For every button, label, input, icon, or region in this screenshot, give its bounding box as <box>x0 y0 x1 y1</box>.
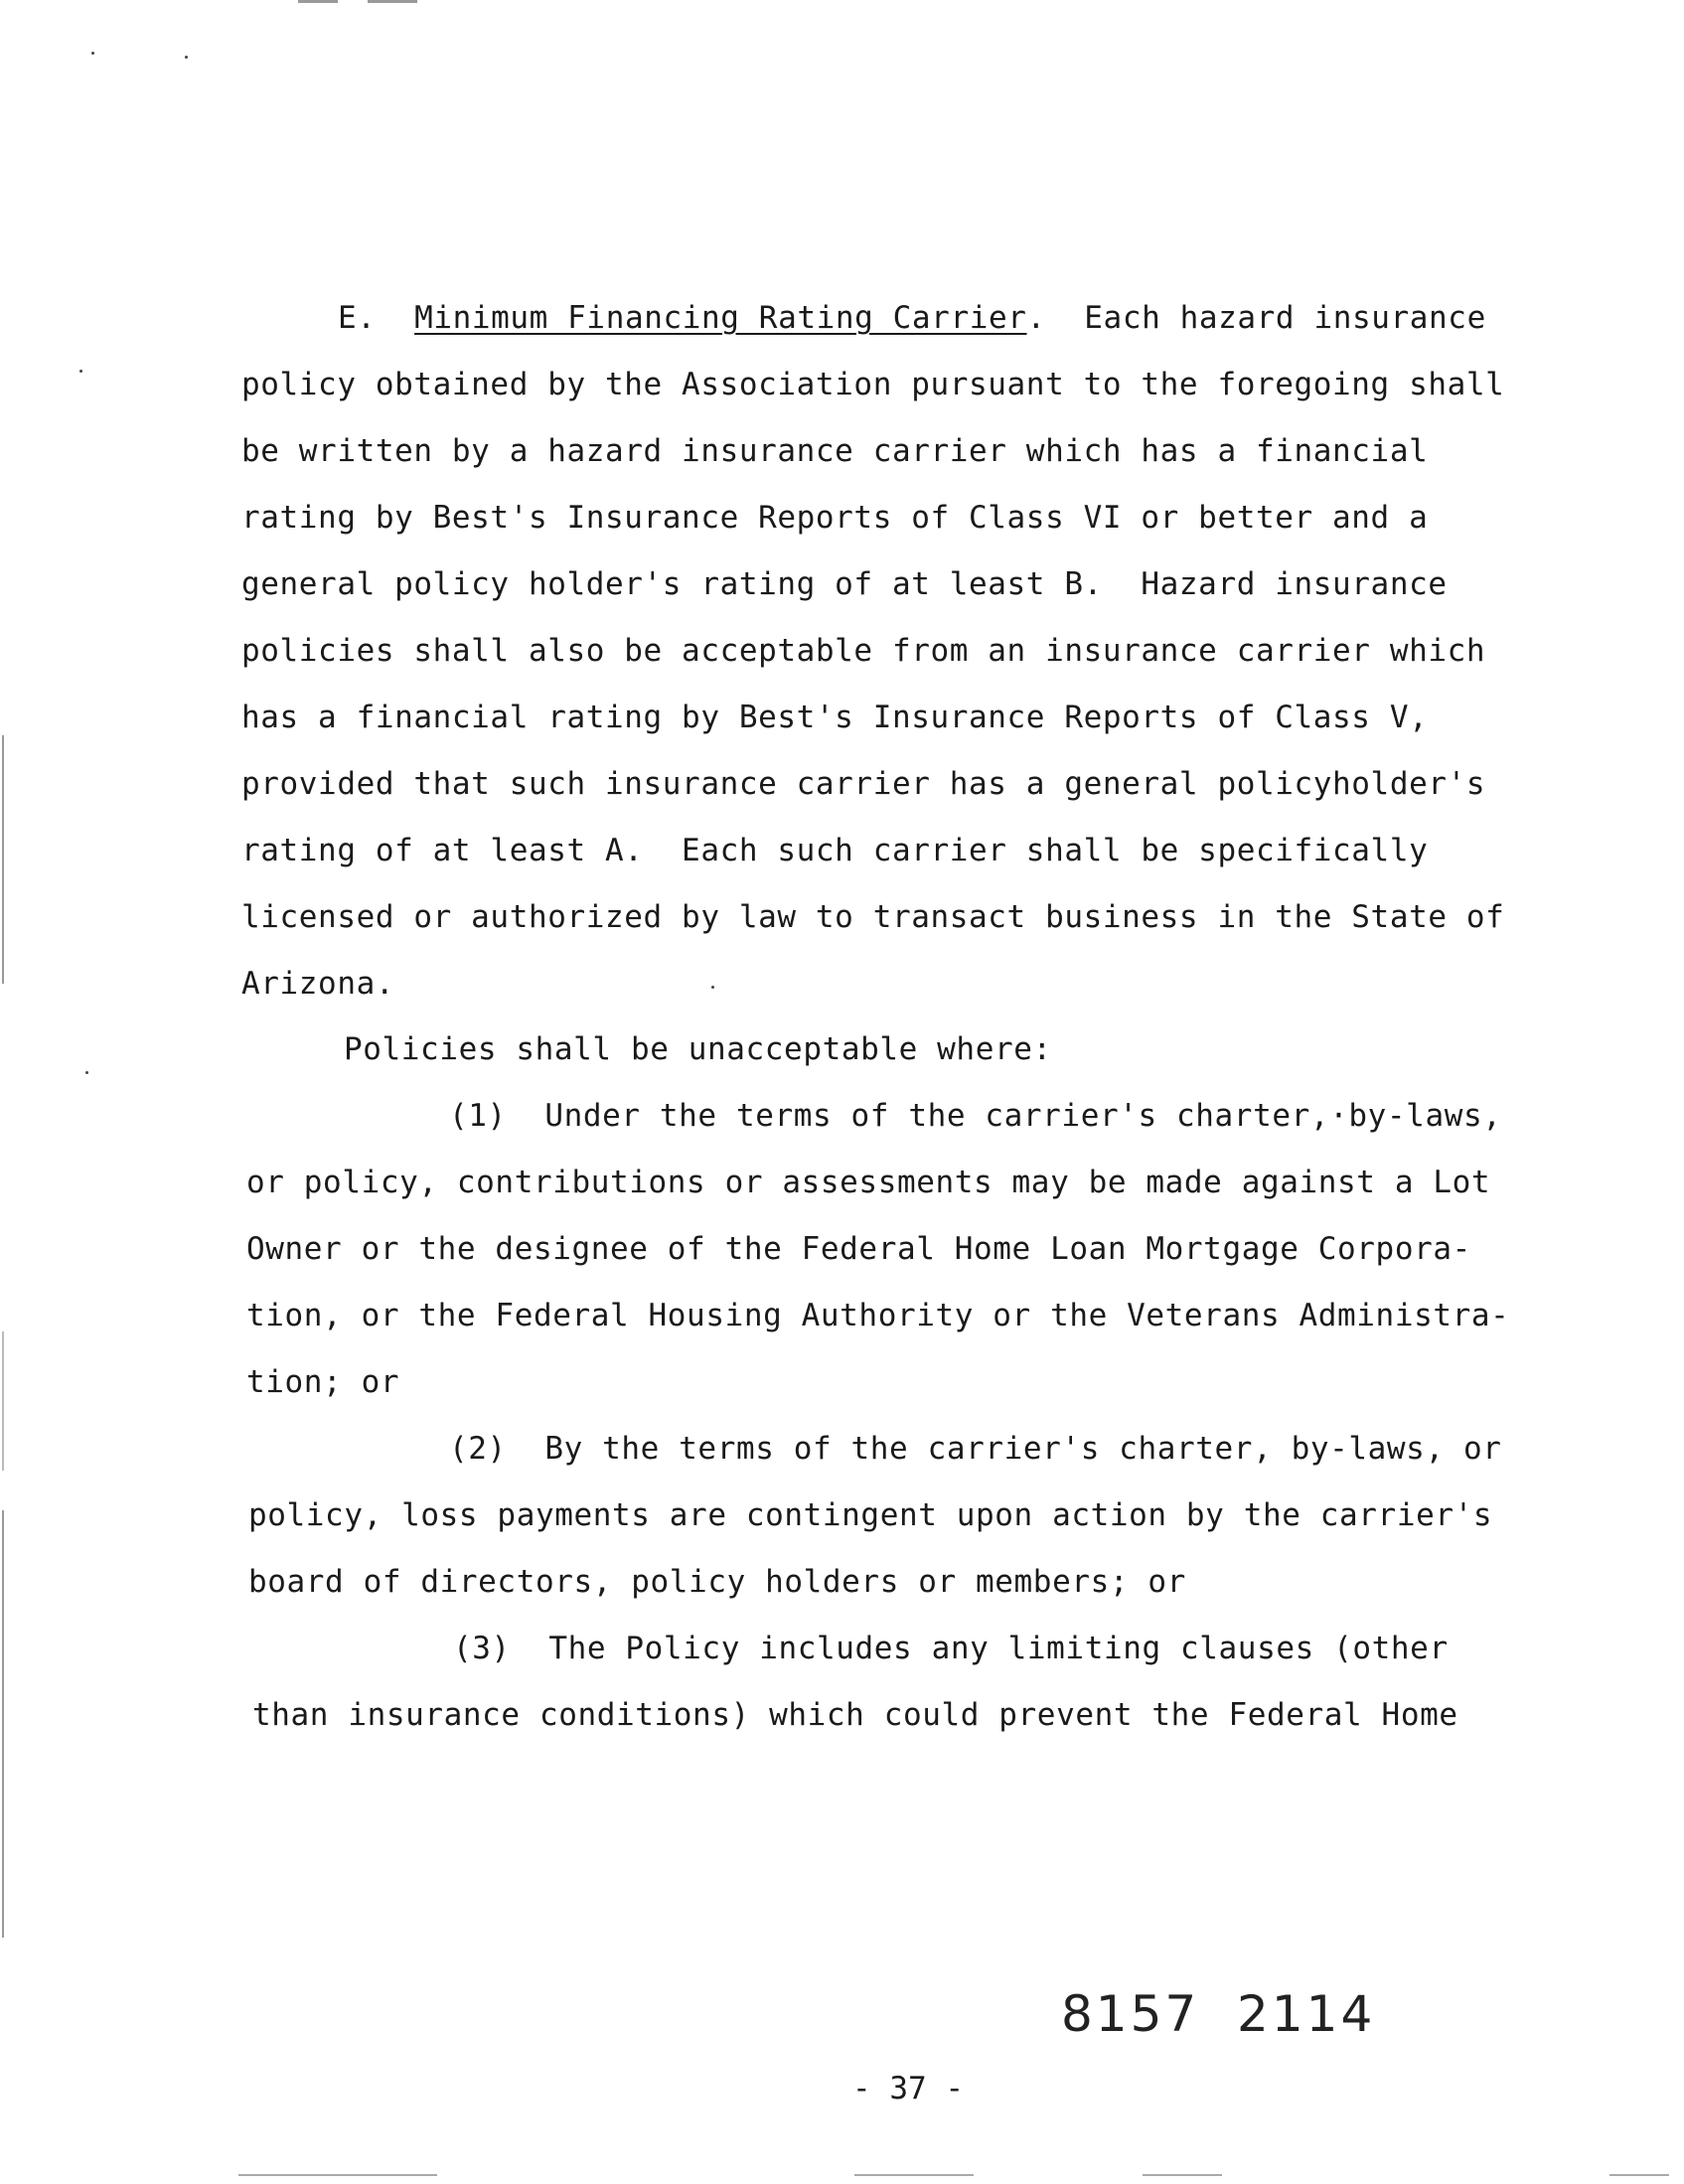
body-line: has a financial rating by Best's Insurance Reports of Class V, <box>241 700 1429 735</box>
scan-speck <box>85 1071 88 1074</box>
body-line: policy obtained by the Association pursuant to the foregoing shall <box>241 367 1505 402</box>
list-item-line: tion; or <box>246 1364 400 1400</box>
list-item-lead: (2) By the terms of the carrier's charter, by-laws, or <box>449 1431 1502 1467</box>
scan-artifact <box>1609 2174 1669 2176</box>
scan-margin-mark <box>2 1331 4 1471</box>
list-item-line: board of directors, policy holders or members; or <box>248 1564 1186 1600</box>
page-number: - 37 - <box>852 2071 964 2106</box>
body-line: licensed or authorized by law to transact business in the State of <box>241 899 1505 935</box>
scan-artifact <box>238 2174 437 2176</box>
scan-artifact <box>854 2174 974 2176</box>
body-line: policies shall also be acceptable from an insurance carrier which <box>241 633 1486 669</box>
list-item-line: than insurance conditions) which could prevent the Federal Home <box>252 1697 1458 1733</box>
section-heading-punct: . <box>1026 300 1046 336</box>
list-item-line: or policy, contributions or assessments may be made against a Lot <box>246 1165 1491 1200</box>
scan-margin-mark <box>2 735 4 984</box>
scan-artifact <box>298 0 338 3</box>
list-item-line: tion, or the Federal Housing Authority or the Veterans Administra- <box>246 1298 1510 1333</box>
list-item-lead: (3) The Policy includes any limiting clauses (other <box>453 1631 1449 1666</box>
section-heading-line <box>338 298 1486 338</box>
body-line: provided that such insurance carrier has a general policyholder's <box>241 766 1486 802</box>
list-item-line: Owner or the designee of the Federal Home Loan Mortgage Corpora- <box>246 1231 1471 1267</box>
unacceptable-intro: Policies shall be unacceptable where: <box>344 1031 1052 1067</box>
body-line: be written by a hazard insurance carrier which has a financial <box>241 433 1429 469</box>
list-item-line: policy, loss payments are contingent upon action by the carrier's <box>248 1497 1493 1533</box>
scan-artifact <box>1143 2174 1222 2176</box>
scan-artifact <box>368 0 417 3</box>
scan-margin-mark <box>2 1510 4 1938</box>
body-line: rating by Best's Insurance Reports of Class VI or better and a <box>241 500 1429 536</box>
recording-number: 8157 2114 <box>1061 1985 1376 2043</box>
section-heading: Minimum Financing Rating Carrier <box>414 300 1027 336</box>
scan-speck <box>185 56 188 59</box>
section-first-line-rest: Each hazard insurance <box>1084 300 1486 336</box>
scan-speck <box>91 52 94 55</box>
scan-speck <box>79 370 82 373</box>
scan-speck <box>711 986 714 989</box>
list-item-lead: (1) Under the terms of the carrier's charter,·by-laws, <box>449 1098 1502 1134</box>
body-line: general policy holder's rating of at least B. Hazard insurance <box>241 566 1448 602</box>
body-line: rating of at least A. Each such carrier shall be specifically <box>241 833 1429 868</box>
body-line: Arizona. <box>241 966 395 1002</box>
section-letter: E. <box>338 300 377 336</box>
